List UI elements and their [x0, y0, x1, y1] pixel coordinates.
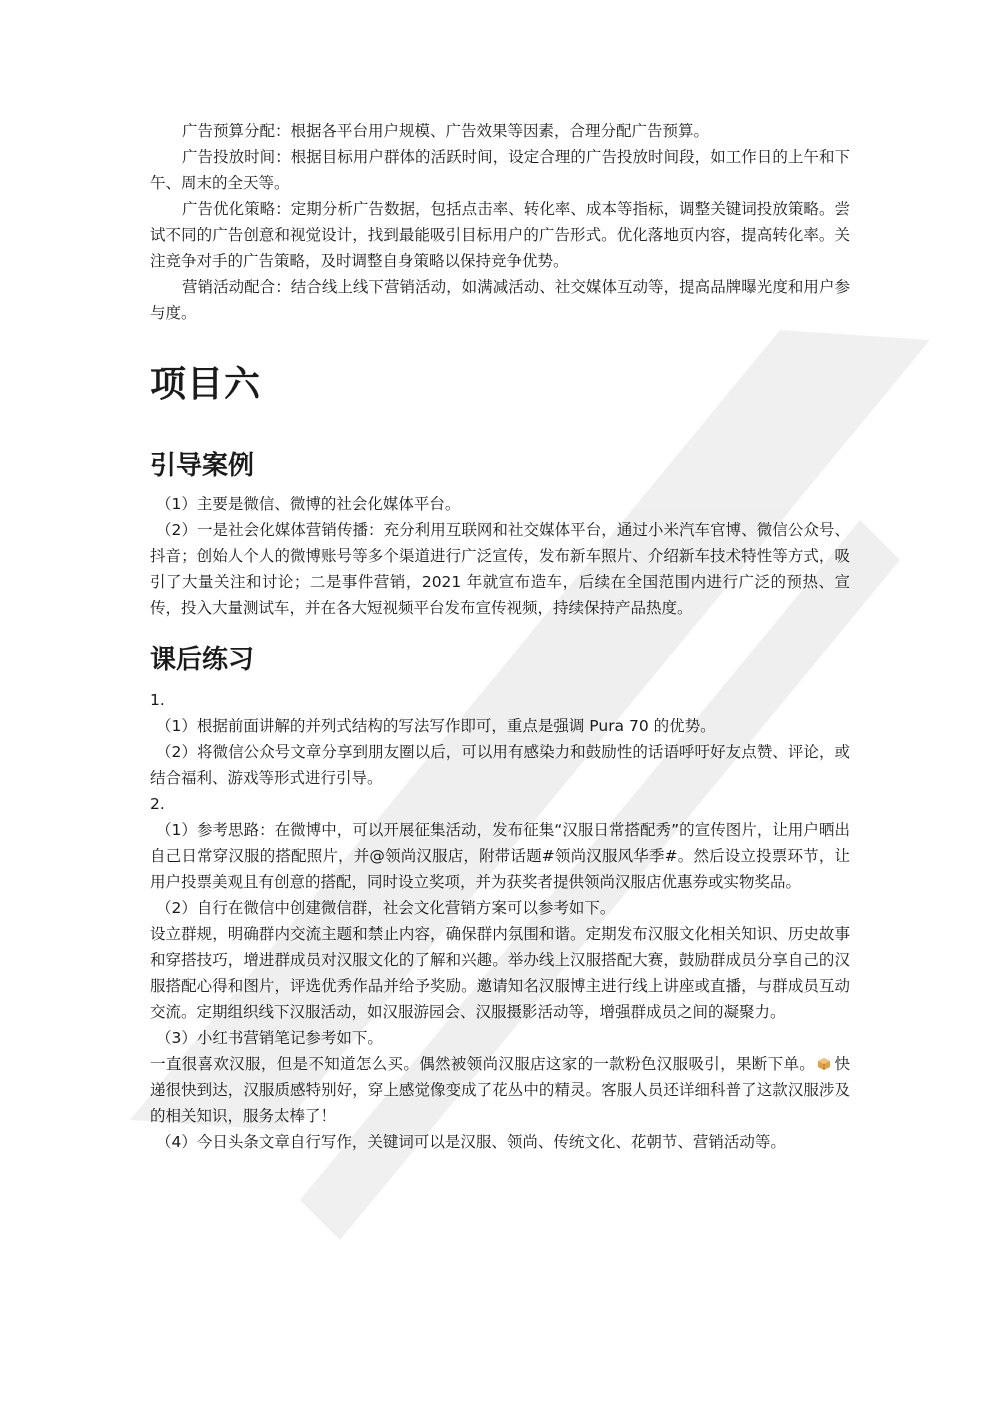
exercise-2-item-4: （4）今日头条文章自行写作，关键词可以是汉服、领尚、传统文化、花朝节、营销活动等。 — [156, 1133, 786, 1151]
document-page — [150, 118, 850, 1155]
intro-optimization-paragraph: 广告优化策略：定期分析广告数据，包括点击率、转化率、成本等指标，调整关键词投放策略。尝试不同的广告创意和视觉设计，找到最能吸引目标用户的广告形式。优化落地页内容，提高转化率。关注竞争对手的广告策略，及时调整自身策略以保持竞争优势。 — [150, 200, 850, 270]
note-text-part-1: 一直很喜欢汉服，但是不知道怎么买。偶然被领尚汉服店这家的一款粉色汉服吸引，果断下单。 — [150, 1055, 816, 1073]
exercise-1-item-2: （2）将微信公众号文章分享到朋友圈以后，可以用有感染力和鼓励性的话语呼吁好友点赞、评论，或结合福利、游戏等形式进行引导。 — [150, 743, 850, 787]
guide-case-heading: 引导案例 — [150, 451, 255, 481]
intro-campaign-paragraph: 营销活动配合：结合线上线下营销活动，如满减活动、社交媒体互动等，提高品牌曝光度和用户参与度。 — [150, 278, 850, 322]
package-icon — [817, 1053, 831, 1067]
intro-timing-paragraph: 广告投放时间：根据目标用户群体的活跃时间，设定合理的广告投放时间段，如工作日的上午和下午、周末的全天等。 — [150, 148, 850, 192]
exercise-2-item-1: （1）参考思路：在微博中，可以开展征集活动，发布征集“汉服日常搭配秀”的宣传图片，让用户晒出自己日常穿汉服的搭配照片，并@领尚汉服店，附带话题#领尚汉服风华季#。然后设立投票环节，让用户投票美观且有创意的搭配，同时设立奖项，并为获奖者提供领尚汉服店优惠券或实物奖品。 — [150, 821, 850, 891]
note-text-part-2: 快递很快到达，汉服质感特别好，穿上感觉像变成了花丛中的精灵。客服人员还详细科普了这款汉服涉及的相关知识，服务太棒了！ — [150, 1055, 850, 1125]
exercise-1-item-1: （1）根据前面讲解的并列式结构的写法写作即可，重点是强调 Pura 70 的优势。 — [156, 717, 716, 735]
exercise-2-item-2-body: 设立群规，明确群内交流主题和禁止内容，确保群内氛围和谐。定期发布汉服文化相关知识、历史故事和穿搭技巧，增进群成员对汉服文化的了解和兴趣。举办线上汉服搭配大赛，鼓励群成员分享自己的汉服搭配心得和图片，评选优秀作品并给予奖励。邀请知名汉服博主进行线上讲座或直播，与群成员互动交流。定期组织线下汉服活动，如汉服游园会、汉服摄影活动等，增强群成员之间的凝聚力。 — [150, 925, 850, 1021]
exercise-number-2: 2. — [150, 795, 165, 813]
guide-item-1: （1）主要是微信、微博的社会化媒体平台。 — [156, 495, 461, 513]
exercise-2-item-3-body — [150, 1051, 850, 1129]
guide-item-2: （2）一是社会化媒体营销传播：充分利用互联网和社交媒体平台，通过小米汽车官博、微信公众号、抖音；创始人个人的微博账号等多个渠道进行广泛宣传，发布新车照片、介绍新车技术特性等方式，吸引了大量关注和讨论；二是事件营销，2021 年就宣布造车，后续在全国范围内进行广泛的预热、宣传，投入大量测试车，并在各大短视频平台发布宣传视频，持续保持产品热度。 — [150, 521, 850, 617]
exercise-2-item-3: （3）小红书营销笔记参考如下。 — [156, 1029, 383, 1047]
exercise-2-item-2: （2）自行在微信中创建微信群，社会文化营销方案可以参考如下。 — [156, 899, 616, 917]
project-title: 项目六 — [150, 364, 262, 405]
intro-budget-paragraph: 广告预算分配：根据各平台用户规模、广告效果等因素，合理分配广告预算。 — [182, 122, 710, 140]
exercise-number-1: 1. — [150, 691, 165, 709]
exercise-heading: 课后练习 — [150, 645, 255, 675]
